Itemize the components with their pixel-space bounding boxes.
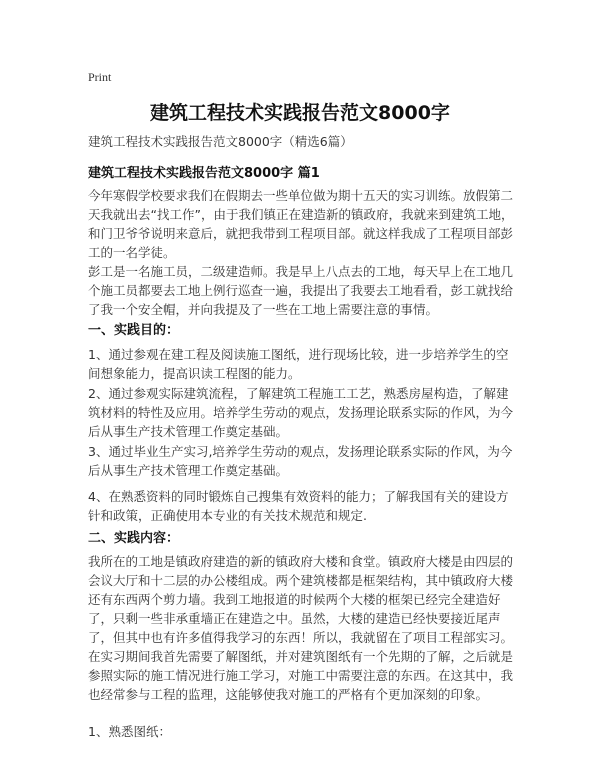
article-heading: 建筑工程技术实践报告范文8000字 篇1 [88, 166, 320, 181]
goal-item: 2、通过参观实际建筑流程，了解建筑工程施工工艺，熟悉房屋构造，了解建筑材料的特性及应用。培养学生劳动的观点，发扬理论联系实际的作风，为今后从事生产技术管理工作奠定基础。 [88, 386, 514, 439]
content-item: 1、熟悉图纸： [88, 724, 171, 739]
content-heading: 二、实践内容： [88, 531, 180, 546]
goals-heading: 一、实践目的： [88, 323, 180, 338]
goal-item: 3、通过毕业生产实习,培养学生劳动的观点，发扬理论联系实际的作风，为今后从事生产技术管理工作奠定基础。 [88, 444, 513, 478]
document-title: 建筑工程技术实践报告范文8000字 [150, 102, 450, 124]
intro-paragraph: 今年寒假学校要求我们在假期去一些单位做为期十五天的实习训练。放假第二天我就出去“找工作”，由于我们镇正在建造新的镇政府，我就来到建筑工地，和门卫爷爷说明来意后，就把我带到工程项目部。就这样我成了工程项目部彭工的一名学徒。 [88, 188, 514, 260]
print-link[interactable]: Print [88, 70, 112, 84]
goal-item: 1、通过参观在建工程及阅读施工图纸，进行现场比较，进一步培养学生的空间想象能力，提高识读工程图的能力。 [88, 347, 509, 381]
document-subtitle: 建筑工程技术实践报告范文8000字（精选6篇） [88, 134, 353, 149]
intro-paragraph: 彭工是一名施工员，二级建造师。我是早上八点去的工地，每天早上在工地几个施工员都要去工地上例行巡查一遍，我提出了我要去工地看看，彭工就找给了我一个安全帽，并向我提及了一些在工地上需要注意的事情。 [88, 264, 514, 317]
content-paragraph: 我所在的工地是镇政府建造的新的镇政府大楼和食堂。镇政府大楼是由四层的会议大厅和十二层的办公楼组成。两个建筑楼都是框架结构，其中镇政府大楼还有东西两个剪力墙。我到工地报道的时候两个大楼的框架已经完全建造好了，只剩一些非承重墙正在建造之中。虽然，大楼的建造已经快要接近尾声了，但其中也有许多值得我学习的东西！所以，我就留在了项目工程部实习。在实习期间我首先需要了解图纸，并对建筑图纸有一个先期的了解，之后就是参照实际的施工情况进行施工学习，对施工中需要注意的东西。在这其中，我也经常参与工程的监理，这能够使我对施工的严格有个更加深刻的印象。 [88, 554, 514, 702]
goal-item: 4、在熟悉资料的同时锻炼自己搜集有效资料的能力；了解我国有关的建设方针和政策，正确使用本专业的有关技术规范和规定. [88, 489, 509, 523]
